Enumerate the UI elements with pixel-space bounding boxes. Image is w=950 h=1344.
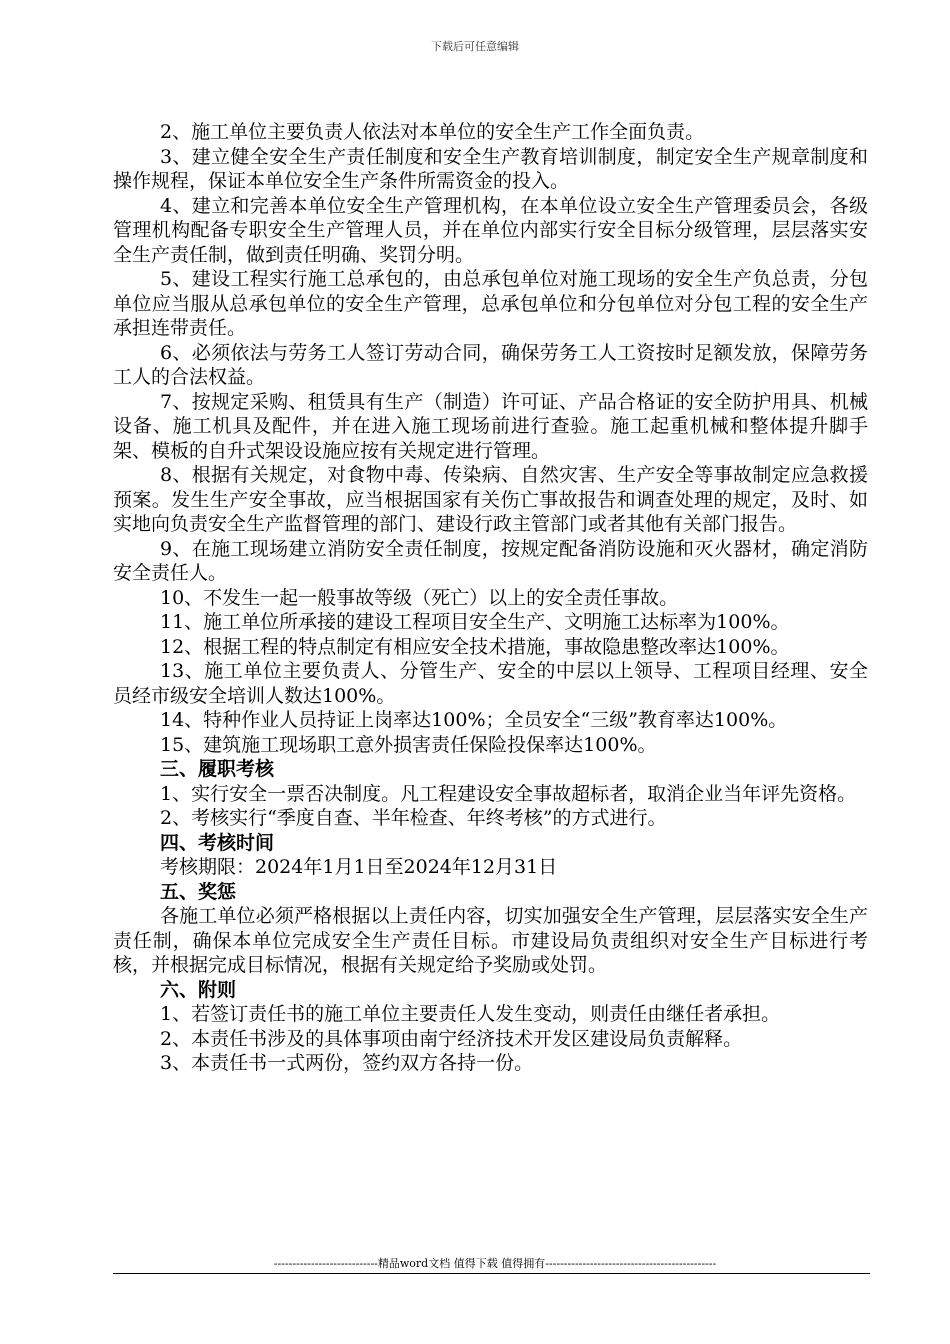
clause-9: 9、在施工现场建立消防安全责任制度，按规定配备消防设施和灭火器材，确定消防安全责任人。	[113, 537, 868, 584]
section-3-item-1: 1、实行安全一票否决制度。凡工程建设安全事故超标者，取消企业当年评先资格。	[160, 782, 857, 805]
clause-2: 2、施工单位主要负责人依法对本单位的安全生产工作全面负责。	[160, 121, 705, 143]
clause-10: 10、不发生一起一般事故等级（死亡）以上的安全责任事故。	[160, 586, 679, 609]
document-body	[113, 120, 868, 1076]
clause-8: 8、根据有关规定，对食物中毒、传染病、自然灾害、生产安全等事故制定应急救援预案。发生生产安全事故，应当根据国家有关伤亡事故报告和调查处理的规定，及时、如实地向负责安全生产监督管理的部门、建设行政主管部门或者其他有关部门报告。	[113, 464, 868, 535]
clause-15: 15、建筑施工现场职工意外损害责任保险投保率达100%。	[160, 733, 657, 756]
clause-13: 13、施工单位主要负责人、分管生产、安全的中层以上领导、工程项目经理、安全员经市级安全培训人数达100%。	[113, 660, 868, 707]
clause-7: 7、按规定采购、租赁具有生产（制造）许可证、产品合格证的安全防护用具、机械设备、施工机具及配件，并在进入施工现场前进行查验。施工起重机械和整体提升脚手架、模板的自升式架设设施应按有关规定进行管理。	[113, 390, 868, 462]
page-header: 下载后可任意编辑	[431, 40, 519, 53]
section-6-item-3: 3、本责任书一式两份，签约双方各持一份。	[160, 1052, 534, 1074]
section-3-heading: 三、履职考核	[160, 758, 275, 780]
clause-5: 5、建设工程实行施工总承包的，由总承包单位对施工现场的安全生产负总责，分包单位应当服从总承包单位的安全生产管理，总承包单位和分包单位对分包工程的安全生产承担连带责任。	[113, 268, 868, 339]
section-5-text: 各施工单位必须严格根据以上责任内容，切实加强安全生产管理，层层落实安全生产责任制，确保本单位完成安全生产责任目标。市建设局负责组织对安全生产目标进行考核，并根据完成目标情况，根据有关规定给予奖励或处罚。	[113, 905, 868, 976]
section-6-item-1: 1、若签订责任书的施工单位主要责任人发生变动，则责任由继任者承担。	[160, 1003, 781, 1025]
footer-divider	[113, 1273, 870, 1274]
section-3-item-2: 2、考核实行“季度自查、半年检查、年终考核”的方式进行。	[160, 807, 667, 829]
section-5-heading: 五、奖惩	[160, 880, 237, 903]
clause-4: 4、建立和完善本单位安全生产管理机构，在本单位设立安全生产管理委员会，各级管理机构配备专职安全生产管理人员，并在单位内部实行安全目标分级管理，层层落实安全生产责任制，做到责任明确、奖罚分明。	[113, 194, 868, 266]
section-6-heading: 六、附则	[160, 978, 237, 1001]
section-4-heading: 四、考核时间	[160, 831, 275, 854]
page-footer: ----------------------------精品word文档 值得下载 值得拥有----------------------------------------------	[273, 1257, 717, 1270]
clause-6: 6、必须依法与劳务工人签订劳动合同，确保劳务工人工资按时足额发放，保障劳务工人的合法权益。	[113, 341, 868, 388]
section-4-text: 考核期限：2024年1月1日至2024年12月31日	[160, 856, 558, 878]
clause-14: 14、特种作业人员持证上岗率达100%；全员安全“三级”教育率达100%。	[160, 709, 788, 731]
clause-3: 3、建立健全安全生产责任制度和安全生产教育培训制度，制定安全生产规章制度和操作规程，保证本单位安全生产条件所需资金的投入。	[113, 145, 868, 192]
section-6-item-2: 2、本责任书涉及的具体事项由南宁经济技术开发区建设局负责解释。	[160, 1027, 743, 1050]
clause-12: 12、根据工程的特点制定有相应安全技术措施，事故隐患整改率达100%。	[160, 635, 790, 658]
clause-11: 11、施工单位所承接的建设工程项目安全生产、文明施工达标率为100%。	[160, 611, 790, 633]
